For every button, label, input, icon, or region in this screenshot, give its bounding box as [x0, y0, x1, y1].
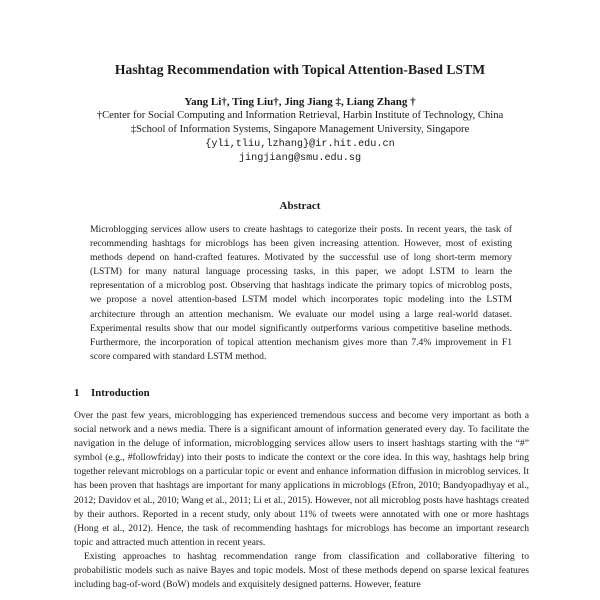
affiliation-smu: ‡School of Information Systems, Singapore Management University, Singapore	[130, 124, 470, 135]
author-list: Yang Li†, Ting Liu†, Jing Jiang ‡, Liang Zhang †	[184, 96, 416, 108]
abstract-heading: Abstract	[279, 200, 321, 212]
paper-title: Hashtag Recommendation with Topical Attention-Based LSTM	[114, 62, 486, 77]
email-hit: {yli,tliu,lzhang}@ir.hit.edu.cn	[205, 139, 395, 150]
section-heading-introduction	[74, 387, 150, 399]
section-number: 1	[74, 387, 80, 399]
paragraph: Existing approaches to hashtag recommendation range from classification and collaborative filtering to probabilistic models such as naive Bayes and topic models. Most of these methods depend on sparse lexical features including bag-of-word (BoW) models and exquisitely designed patterns. However, feature	[74, 550, 529, 591]
paragraph: Over the past few years, microblogging has experienced tremendous success and become very important as both a social network and a news media. There is a significant amount of information generated every day. To facilitate the navigation in the deluge of information, microblogging services allow users to insert hashtags starting with the “#” symbol (e.g., #followfriday) into their posts to indicate the context or the core idea. In this way, hashtags help bring together relevant microblogs on a particular topic or event and enhance information diffusion in microblog services. It has been proven that hashtags are important for many applications in microblogs (Efron, 2010; Bandyopadhyay et al., 2012; Davidov et al., 2010; Wang et al., 2011; Li et al., 2015). However, not all microblog posts have hashtags created by their authors. Reported in a recent study, only about 11% of tweets were annotated with one or more hashtags (Hong et al., 2012). Hence, the task of recommending hashtags for microblogs has become an important research topic and attracted much attention in recent years.	[74, 410, 529, 548]
section-title: Introduction	[91, 387, 150, 399]
abstract-text: Microblogging services allow users to create hashtags to categorize their posts. In recent years, the task of recommending hashtags for microblogs has been given increasing attention. However, most of existing methods depend on hand-crafted features. Motivated by the successful use of long short-term memory (LSTM) for many natural language processing tasks, in this paper, we adopt LSTM to learn the representation of a microblog post. Observing that hashtags indicate the primary topics of microblog posts, we propose a novel attention-based LSTM model which incorporates topic modeling into the LSTM architecture through an attention mechanism. We evaluate our model using a large real-world dataset. Experimental results show that our model significantly outperforms various competitive baseline methods. Furthermore, the incorporation of topical attention mechanism gives more than 7.4% improvement in F1 score compared with standard LSTM method.	[90, 224, 512, 362]
email-smu: jingjiang@smu.edu.sg	[238, 153, 362, 164]
affiliation-hit: †Center for Social Computing and Information Retrieval, Harbin Institute of Technology, China	[96, 110, 504, 121]
introduction-body	[74, 409, 529, 592]
